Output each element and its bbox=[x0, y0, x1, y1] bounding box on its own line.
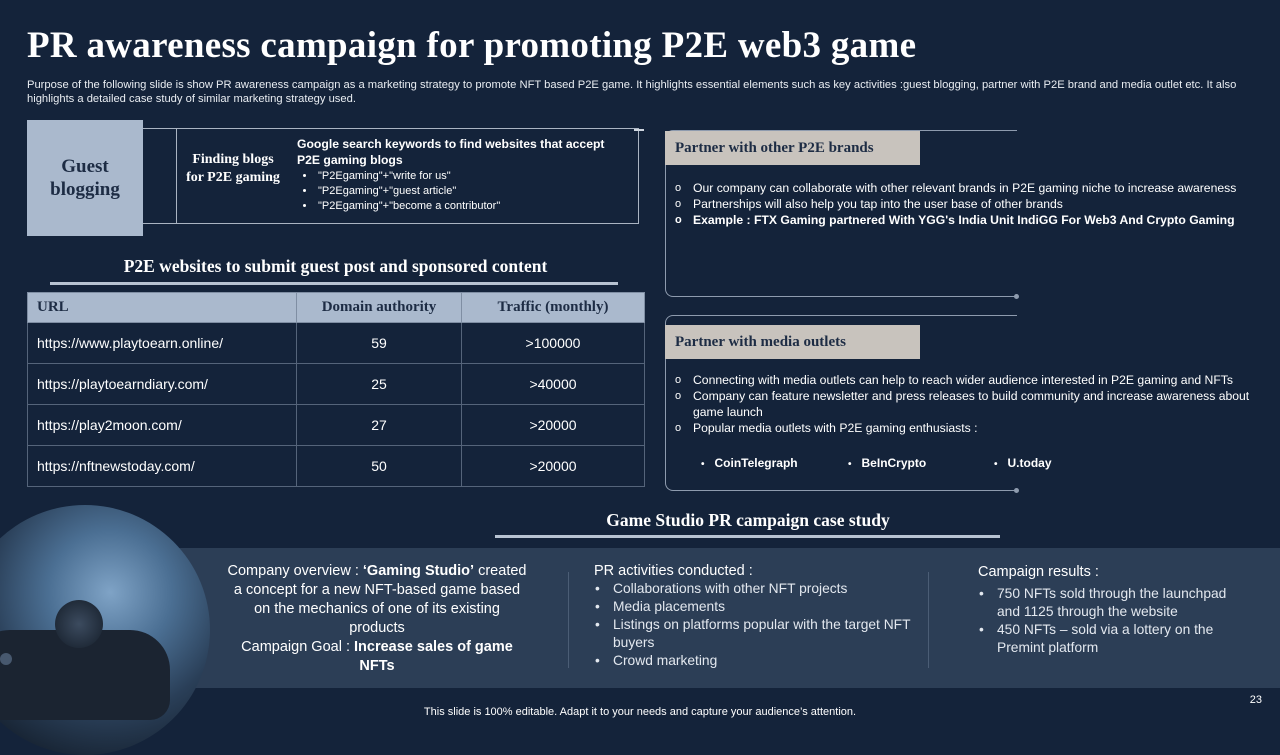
cell-url: https://playtoearndiary.com/ bbox=[28, 364, 297, 405]
list-item: • Crowd marketing bbox=[594, 652, 914, 670]
slide-subtitle: Purpose of the following slide is show PR awareness campaign as a marketing strategy to promote NFT based P2E game. It highlights essential elements such as key activities :guest blogging, partner with P2E brand and media outlet etc. It also highlights a detailed case study of similar marketing strategy used. bbox=[27, 79, 1237, 105]
table-heading: P2E websites to submit guest post and sponsored content bbox=[123, 256, 548, 276]
campaign-results bbox=[978, 563, 1238, 657]
list-item: • Media placements bbox=[594, 598, 914, 616]
guest-connector bbox=[143, 128, 176, 129]
campaign-results-list bbox=[978, 585, 1238, 657]
outlet-item: • U.today bbox=[994, 456, 1052, 470]
list-item: • 750 NFTs sold through the launchpad and 1125 through the website bbox=[978, 585, 1238, 621]
campaign-goal: Increase sales of game NFTs bbox=[354, 639, 513, 674]
cell-domain-authority: 59 bbox=[297, 323, 462, 364]
case-study-heading: Game Studio PR campaign case study bbox=[606, 510, 890, 530]
cell-domain-authority: 27 bbox=[297, 405, 462, 446]
example-item: o Example : FTX Gaming partnered With YGG's India Unit IndiGG For Web3 And Crypto Gaming bbox=[675, 213, 1235, 227]
bracket-dot bbox=[1014, 294, 1019, 299]
cell-domain-authority: 25 bbox=[297, 364, 462, 405]
partner-brands-list bbox=[673, 180, 1253, 228]
company-name: ‘Gaming Studio’ bbox=[362, 563, 475, 579]
keywords-heading: Google search keywords to find websites that accept P2E gaming blogs bbox=[297, 137, 605, 167]
gamepad-button-icon bbox=[0, 653, 12, 665]
case-study-underline bbox=[495, 535, 1000, 538]
list-item: o Popular media outlets with P2E gaming enthusiasts : bbox=[675, 421, 978, 435]
cell-url: https://www.playtoearn.online/ bbox=[28, 323, 297, 364]
keyword-item: • "P2Egaming"+"guest article" bbox=[316, 184, 617, 199]
pr-activities bbox=[594, 562, 914, 670]
cell-url: https://play2moon.com/ bbox=[28, 405, 297, 446]
pr-activities-list bbox=[594, 580, 914, 670]
table-header-row bbox=[28, 293, 645, 323]
column-divider bbox=[928, 572, 929, 668]
table-row bbox=[28, 323, 645, 364]
bullet-circle: o bbox=[675, 214, 682, 226]
list-item: • 450 NFTs – sold via a lottery on the Premint platform bbox=[978, 621, 1238, 657]
joystick-icon bbox=[55, 600, 103, 648]
outlet-item: • CoinTelegraph bbox=[701, 456, 798, 470]
column-header-domain-authority: Domain authority bbox=[297, 293, 462, 323]
list-item: o Company can feature newsletter and press releases to build community and increase awareness about game launch bbox=[675, 389, 1250, 419]
footer-note: This slide is 100% editable. Adapt it to your needs and capture your audience’s attention. bbox=[423, 706, 857, 718]
list-item: • Collaborations with other NFT projects bbox=[594, 580, 914, 598]
company-overview: Company overview : ‘Gaming Studio’ created a concept for a new NFT-based game based on the mechanics of one of its existing products Campaign Goal : Increase sales of game NFTs bbox=[227, 563, 527, 674]
bullet-circle: o bbox=[675, 182, 682, 194]
table-row bbox=[28, 364, 645, 405]
slide-title: PR awareness campaign for promoting P2E web3 game bbox=[27, 25, 917, 66]
column-header-traffic: Traffic (monthly) bbox=[462, 293, 645, 323]
websites-table bbox=[27, 292, 645, 487]
bullet-circle: o bbox=[675, 422, 682, 434]
list-item: • Listings on platforms popular with the target NFT buyers bbox=[594, 616, 914, 652]
cell-traffic: >20000 bbox=[462, 405, 645, 446]
table-row bbox=[28, 405, 645, 446]
keyword-item: • "P2Egaming"+"become a contributor" bbox=[316, 199, 617, 214]
keyword-item: • "P2Egaming"+"write for us" bbox=[316, 169, 617, 184]
bracket-dot bbox=[1014, 488, 1019, 493]
page-number: 23 bbox=[1249, 694, 1262, 706]
list-item: o Partnerships will also help you tap into the user base of other brands bbox=[675, 197, 1063, 211]
guest-blogging-box: Guest blogging bbox=[27, 120, 143, 236]
column-header-url: URL bbox=[28, 293, 297, 323]
finding-blogs-label: Finding blogs for P2E gaming bbox=[186, 152, 280, 185]
bullet-circle: o bbox=[675, 390, 682, 402]
media-outlets-label: Partner with media outlets bbox=[665, 325, 920, 359]
cell-traffic: >100000 bbox=[462, 323, 645, 364]
list-item: o Connecting with media outlets can help to reach wider audience interested in P2E gaming and NFTs bbox=[675, 373, 1233, 387]
cell-traffic: >20000 bbox=[462, 446, 645, 487]
partner-brands-label: Partner with other P2E brands bbox=[665, 131, 920, 165]
outlet-item: • BeInCrypto bbox=[848, 456, 927, 470]
keywords-block bbox=[297, 137, 617, 214]
column-divider bbox=[568, 572, 569, 668]
keyword-list bbox=[297, 169, 617, 214]
table-row bbox=[28, 446, 645, 487]
pr-activities-heading: PR activities conducted : bbox=[594, 563, 753, 579]
cell-url: https://nftnewstoday.com/ bbox=[28, 446, 297, 487]
campaign-results-heading: Campaign results : bbox=[978, 564, 1099, 580]
guest-frame-divider bbox=[176, 128, 177, 224]
table-heading-underline bbox=[50, 282, 618, 285]
cell-traffic: >40000 bbox=[462, 364, 645, 405]
cell-domain-authority: 50 bbox=[297, 446, 462, 487]
bullet-circle: o bbox=[675, 374, 682, 386]
bullet-circle: o bbox=[675, 198, 682, 210]
media-outlets-list bbox=[673, 372, 1253, 436]
frame-tick bbox=[634, 129, 644, 131]
list-item: o Our company can collaborate with other relevant brands in P2E gaming niche to increase awareness bbox=[675, 181, 1237, 195]
